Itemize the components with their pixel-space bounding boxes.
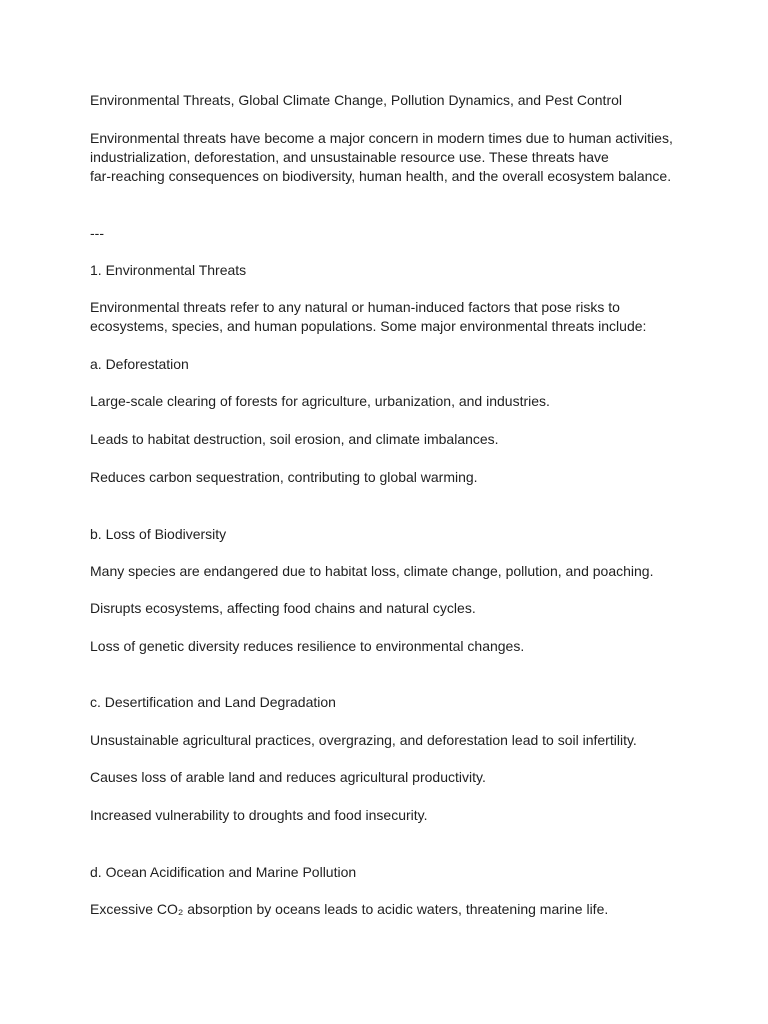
intro-line: industrialization, deforestation, and unsustainable resource use. These threats have	[90, 149, 609, 165]
list-item: Excessive CO₂ absorption by oceans leads to acidic waters, threatening marine life.	[90, 901, 609, 917]
subsection-heading-biodiversity: b. Loss of Biodiversity	[90, 526, 227, 542]
list-item: Loss of genetic diversity reduces resilience to environmental changes.	[90, 638, 525, 654]
section-intro-line: ecosystems, species, and human populations. Some major environmental threats include:	[90, 318, 647, 334]
section-intro-line: Environmental threats refer to any natural or human-induced factors that pose risks to	[90, 299, 620, 315]
section-divider: ---	[90, 225, 104, 241]
subsection-heading-desertification: c. Desertification and Land Degradation	[90, 694, 336, 710]
subsection-heading-deforestation: a. Deforestation	[90, 356, 189, 372]
list-item: Leads to habitat destruction, soil erosion, and climate imbalances.	[90, 431, 499, 447]
intro-paragraph	[90, 129, 690, 186]
list-item: Reduces carbon sequestration, contributing to global warming.	[90, 469, 478, 485]
section-heading: 1. Environmental Threats	[90, 262, 247, 278]
list-item: Causes loss of arable land and reduces agricultural productivity.	[90, 769, 486, 785]
intro-line: far-reaching consequences on biodiversity, human health, and the overall ecosystem balance.	[90, 168, 672, 184]
list-item: Increased vulnerability to droughts and food insecurity.	[90, 807, 428, 823]
list-item: Large-scale clearing of forests for agriculture, urbanization, and industries.	[90, 393, 550, 409]
document-title: Environmental Threats, Global Climate Change, Pollution Dynamics, and Pest Control	[90, 92, 622, 108]
section-intro-paragraph	[90, 298, 690, 336]
subsection-heading-ocean-acidification: d. Ocean Acidification and Marine Pollution	[90, 864, 357, 880]
intro-line: Environmental threats have become a major concern in modern times due to human activities,	[90, 130, 673, 146]
list-item: Disrupts ecosystems, affecting food chains and natural cycles.	[90, 600, 476, 616]
list-item: Many species are endangered due to habitat loss, climate change, pollution, and poaching.	[90, 563, 654, 579]
list-item: Unsustainable agricultural practices, overgrazing, and deforestation lead to soil infertility.	[90, 732, 637, 748]
